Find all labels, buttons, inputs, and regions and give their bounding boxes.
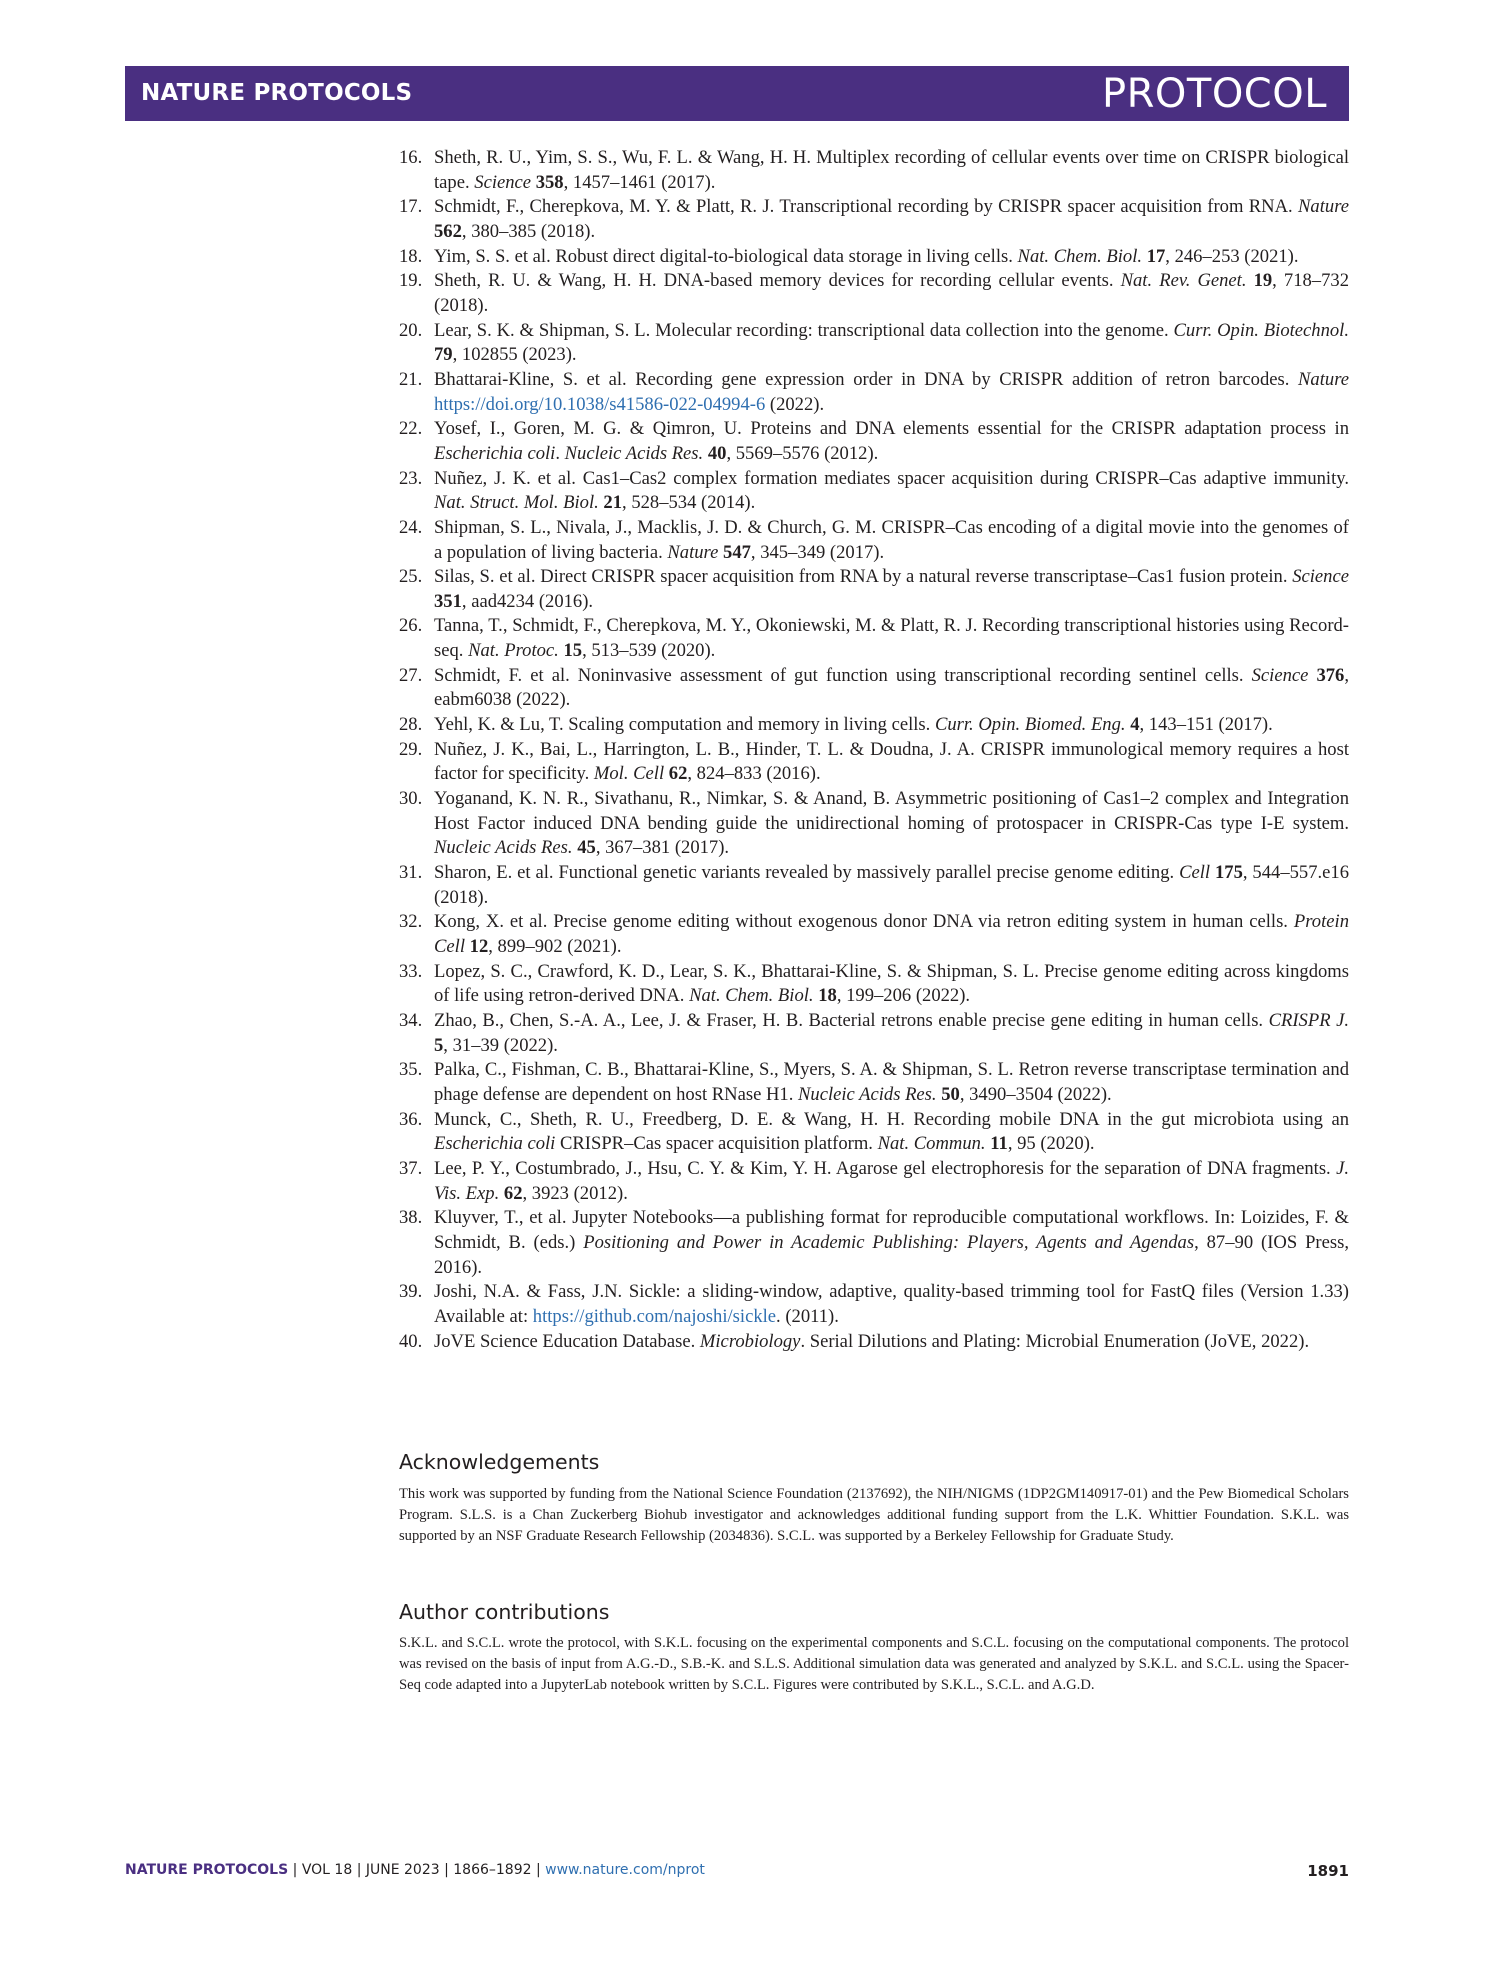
reference-text: Yim, S. S. et al. Robust direct digital-to-biological data storage in living cells. [434,245,1018,267]
reference-link[interactable]: https://doi.org/10.1038/s41586-022-04994-6 [434,393,766,415]
reference-number: 38. [399,1207,423,1229]
reference-text: Shipman, S. L., Nivala, J., Macklis, J. D. & Church, G. M. CRISPR–Cas encoding of a digital movie into the genomes of a population of living bacteria. [434,516,1349,563]
reference-volume: 547 [723,541,751,563]
footer-url-link[interactable]: www.nature.com/nprot [545,1862,705,1878]
reference-volume: 351 [434,590,462,612]
reference-volume: 11 [990,1133,1008,1155]
footer-separator: | [356,1862,362,1878]
reference-volume: 79 [434,344,453,366]
reference-number: 33. [399,960,423,982]
reference-journal-text: Nature [667,541,719,563]
reference-text: Lear, S. K. & Shipman, S. L. Molecular recording: transcriptional data collection into the genome. [434,319,1174,341]
reference-number: 34. [399,1009,423,1031]
author-contributions-body: S.K.L. and S.C.L. wrote the protocol, with S.K.L. focusing on the experimental components and S.C.L. focusing on the computational components. The protocol was revised on the basis of input from A.G.-D., S.B.-K. and S.L.S. Additional simulation data was generated and analyzed by S.K.L. and S.C.L. using the Spacer-Seq code adapted into a JupyterLab notebook written by S.C.L. Figures were contributed by S.K.L., S.C.L. and A.G.D. [399,1635,1349,1693]
reference-text: Lopez, S. C., Crawford, K. D., Lear, S. K., Bhattarai-Kline, S. & Shipman, S. L. Precise genome editing across kingdoms of life using retron-derived DNA. [434,960,1349,1007]
reference-text: , 1457–1461 (2017). [563,171,716,193]
reference-volume: 12 [469,936,489,957]
reference-number: 31. [399,862,423,884]
reference-item [399,1009,1349,1058]
footer-separator: | [444,1862,449,1878]
reference-item [399,787,1349,861]
reference-item [399,319,1349,368]
reference-volume: 358 [535,171,564,193]
reference-item [399,614,1349,663]
reference-number: 20. [399,319,423,341]
reference-journal-text: Nat. Chem. Biol. [689,985,814,1007]
reference-journal-text: Curr. Opin. Biomed. Eng. [934,714,1126,736]
reference-number: 16. [399,147,423,168]
reference-journal-text: Escherichia coli [434,1133,556,1155]
article-type: PROTOCOL [1101,71,1327,117]
reference-text: JoVE Science Education Database. [434,1330,700,1352]
reference-journal-text: Nat. Commun. [877,1133,986,1155]
reference-text: , 95 (2020). [1007,1133,1095,1155]
footer-date: JUNE 2023 [365,1862,440,1878]
reference-text: , 367–381 (2017). [595,837,730,859]
reference-number: 29. [399,738,423,760]
reference-text: Nuñez, J. K. et al. Cas1–Cas2 complex formation mediates spacer acquisition during CRISPR–Cas adaptive immunity. [434,467,1349,489]
reference-text: CRISPR–Cas spacer acquisition platform. [555,1133,878,1155]
reference-item [399,1206,1349,1280]
reference-text: Yehl, K. & Lu, T. Scaling computation and memory in living cells. [434,714,935,736]
footer-separator: | [535,1862,541,1878]
reference-item [399,960,1349,1009]
reference-text: Schmidt, F. et al. Noninvasive assessment of gut function using transcriptional recording sentinel cells. [434,664,1252,686]
acknowledgements-body: This work was supported by funding from the National Science Foundation (2137692), the NIH/NIGMS (1DP2GM140917-01) and the Pew Biomedical Scholars Program. S.L.S. is a Chan Zuckerberg Biohub investigator and acknowledges additional funding support from the L.K. Whittier Foundation. S.K.L. was supported by an NSF Graduate Research Fellowship (2034836). S.C.L. was supported by a Berkeley Fellowship for Graduate Study. [399,1486,1349,1544]
reference-item [399,269,1349,318]
reference-volume: 40 [707,442,727,464]
reference-text: , 246–253 (2021). [1165,245,1299,267]
reference-text: , 199–206 (2022). [836,985,971,1007]
reference-text: , 31–39 (2022). [443,1034,558,1056]
reference-number: 23. [399,467,423,489]
reference-journal-text: Mol. Cell [593,763,665,785]
reference-number: 39. [399,1281,423,1303]
reference-number: 35. [399,1059,423,1081]
reference-volume: 4 [1130,714,1140,736]
reference-journal-text: Positioning and Power in Academic Publishing: Players, Agents and Agendas [583,1231,1195,1253]
reference-journal-text: Nature [1298,196,1349,218]
reference-journal-text: Cell [1179,862,1211,884]
reference-text: . (2011). [776,1305,839,1327]
reference-list [399,146,1349,1354]
journal-name: NATURE PROTOCOLS [141,80,413,106]
reference-volume: 19 [1253,270,1273,292]
reference-item [399,664,1349,713]
reference-text: Kong, X. et al. Precise genome editing without exogenous donor DNA via retron editing system in human cells. [434,911,1294,933]
reference-text: Palka, C., Fishman, C. B., Bhattarai-Kline, S., Myers, S. A. & Shipman, S. L. Retron reverse transcriptase termination and phage defense are dependent on host RNase H1. [434,1059,1349,1105]
reference-volume: 62 [503,1182,523,1204]
reference-text: . [555,442,565,464]
reference-text: Sheth, R. U., Yim, S. S., Wu, F. L. & Wang, H. H. Multiplex recording of cellular events over time on CRISPR biological tape. [434,147,1349,193]
reference-journal-text: Curr. Opin. Biotechnol. [1173,319,1349,341]
acknowledgements-heading: Acknowledgements [399,1450,600,1474]
reference-text [1246,270,1253,291]
reference-text: , 544–557.e16 (2018). [434,862,1350,908]
reference-journal-text: Nat. Struct. Mol. Biol. [434,492,599,514]
page-number: 1891 [1307,1862,1349,1880]
reference-text: Joshi, N.A. & Fass, J.N. Sickle: a sliding-window, adaptive, quality-based trimming tool for FastQ files (Version 1.33) Available at: [434,1281,1349,1327]
reference-volume: 17 [1146,245,1166,267]
reference-item [399,565,1349,614]
reference-text: , 824–833 (2016). [687,763,821,785]
reference-journal-text: Science [474,171,532,193]
reference-volume: 18 [818,985,837,1007]
reference-text: , 899–902 (2021). [488,936,622,957]
reference-text: Sharon, E. et al. Functional genetic variants revealed by massively parallel precise genome editing. [434,862,1180,884]
reference-text: , 143–151 (2017). [1139,714,1273,736]
reference-number: 36. [399,1108,423,1130]
reference-number: 37. [399,1157,423,1179]
reference-number: 30. [399,788,423,810]
reference-journal-text: CRISPR J. [1268,1009,1349,1031]
author-contributions-heading: Author contributions [399,1600,610,1624]
reference-journal-text: Nat. Chem. Biol. [1017,245,1143,267]
reference-item [399,910,1349,959]
reference-text: , 3923 (2012). [522,1182,628,1204]
footer-separator: | [292,1862,298,1878]
reference-item [399,195,1349,244]
reference-item [399,417,1349,466]
reference-number: 17. [399,196,423,218]
reference-item [399,861,1349,910]
footer-pages: 1866–1892 [453,1862,532,1878]
reference-number: 25. [399,566,423,588]
reference-journal-text: Science [1292,566,1349,588]
reference-item [399,713,1349,738]
reference-text: , 513–539 (2020). [582,640,716,662]
reference-volume: 62 [668,763,688,785]
reference-item [399,245,1349,270]
reference-item [399,1280,1349,1329]
reference-journal-text: Protein Cell [434,911,1349,957]
reference-item [399,738,1349,787]
footer [125,1862,1349,1878]
reference-volume: 15 [563,640,583,662]
reference-text: (2022). [765,393,825,415]
reference-journal-text: Nucleic Acids Res. [564,442,704,464]
reference-number: 24. [399,516,423,538]
reference-journal-text: Microbiology [699,1330,801,1352]
reference-text: . Serial Dilutions and Plating: Microbial Enumeration (JoVE, 2022). [800,1330,1310,1352]
reference-text: , 5569–5576 (2012). [726,442,879,464]
reference-text: Sheth, R. U. & Wang, H. H. DNA-based memory devices for recording cellular events. [434,270,1121,292]
reference-text: , 380–385 (2018). [461,220,596,242]
reference-number: 32. [399,911,423,933]
reference-number: 18. [399,245,423,267]
reference-number: 19. [399,270,423,292]
reference-text: Zhao, B., Chen, S.-A. A., Lee, J. & Fraser, H. B. Bacterial retrons enable precise gene editing in human cells. [434,1009,1269,1031]
reference-text: Yoganand, K. N. R., Sivathanu, R., Nimkar, S. & Anand, B. Asymmetric positioning of Cas1–2 complex and Integration Host Factor induced DNA bending guide the unidirectional homing of protospacer in CRISPR-Cas type I-E system. [434,788,1349,834]
reference-item [399,146,1349,195]
reference-link[interactable]: https://github.com/najoshi/sickle [532,1305,777,1327]
reference-item [399,1157,1349,1206]
reference-journal-text: Nat. Protoc. [468,640,559,662]
reference-volume: 21 [603,492,623,514]
reference-item [399,368,1349,417]
reference-text: Munck, C., Sheth, R. U., Freedberg, D. E. & Wang, H. H. Recording mobile DNA in the gut microbiota using an [434,1108,1349,1130]
reference-text: , 718–732 (2018). [434,270,1349,316]
reference-number: 26. [399,615,423,637]
reference-text: Kluyver, T., et al. Jupyter Notebooks—a publishing format for reproducible computational workflows. In: Loizides, F. & Schmidt, B. (eds.) [434,1207,1349,1253]
reference-text: Tanna, T., Schmidt, F., Cherepkova, M. Y., Okoniewski, M. & Platt, R. J. Recording transcriptional histories using Record-seq. [434,615,1349,662]
reference-journal-text: Nat. Rev. Genet. [1120,270,1247,292]
reference-text: Lee, P. Y., Costumbrado, J., Hsu, C. Y. & Kim, Y. H. Agarose gel electrophoresis for the separation of DNA fragments. [434,1157,1337,1179]
reference-number: 21. [399,368,423,390]
reference-item [399,1330,1349,1355]
footer-volume: VOL 18 [301,1862,353,1878]
reference-text: , 102855 (2023). [452,344,577,366]
reference-item [399,1058,1349,1107]
reference-item [399,467,1349,516]
reference-item [399,516,1349,565]
footer-journal: NATURE PROTOCOLS [125,1862,289,1878]
reference-volume: 45 [577,837,596,859]
reference-text: Schmidt, F., Cherepkova, M. Y. & Platt, R. J. Transcriptional recording by CRISPR spacer acquisition from RNA. [434,196,1299,218]
reference-journal-text: Nature [1298,368,1349,390]
reference-journal-text: Escherichia coli [434,442,556,464]
reference-text: , eabm6038 (2022). [434,664,1349,711]
reference-item [399,1108,1349,1157]
reference-text: , 87–90 (IOS Press, 2016). [434,1231,1349,1278]
header-bar [125,66,1349,121]
reference-number: 28. [399,714,423,736]
reference-number: 40. [399,1330,423,1352]
reference-volume: 5 [434,1034,444,1056]
reference-text: Yosef, I., Goren, M. G. & Qimron, U. Proteins and DNA elements essential for the CRISPR adaptation process in [434,418,1349,440]
reference-journal-text: J. Vis. Exp. [434,1157,1349,1204]
reference-journal-text: Nucleic Acids Res. [798,1083,937,1105]
reference-text: Silas, S. et al. Direct CRISPR spacer acquisition from RNA by a natural reverse transcriptase–Cas1 fusion protein. [434,566,1293,588]
reference-volume: 376 [1316,664,1345,686]
reference-text: , 345–349 (2017). [750,541,885,563]
reference-journal-text: Nucleic Acids Res. [434,837,573,859]
reference-number: 27. [399,664,423,686]
reference-volume: 562 [434,220,462,242]
reference-text: Nuñez, J. K., Bai, L., Harrington, L. B., Hinder, T. L. & Doudna, J. A. CRISPR immunological memory requires a host factor for specificity. [434,738,1349,785]
reference-journal-text: Science [1251,664,1309,686]
reference-volume: 175 [1214,862,1243,884]
reference-text: , 3490–3504 (2022). [959,1083,1112,1105]
reference-text: Bhattarai-Kline, S. et al. Recording gene expression order in DNA by CRISPR addition of retron barcodes. [434,368,1299,390]
reference-text: , aad4234 (2016). [461,590,594,612]
reference-number: 22. [399,418,423,440]
reference-volume: 50 [941,1083,960,1105]
reference-text: , 528–534 (2014). [622,492,756,514]
